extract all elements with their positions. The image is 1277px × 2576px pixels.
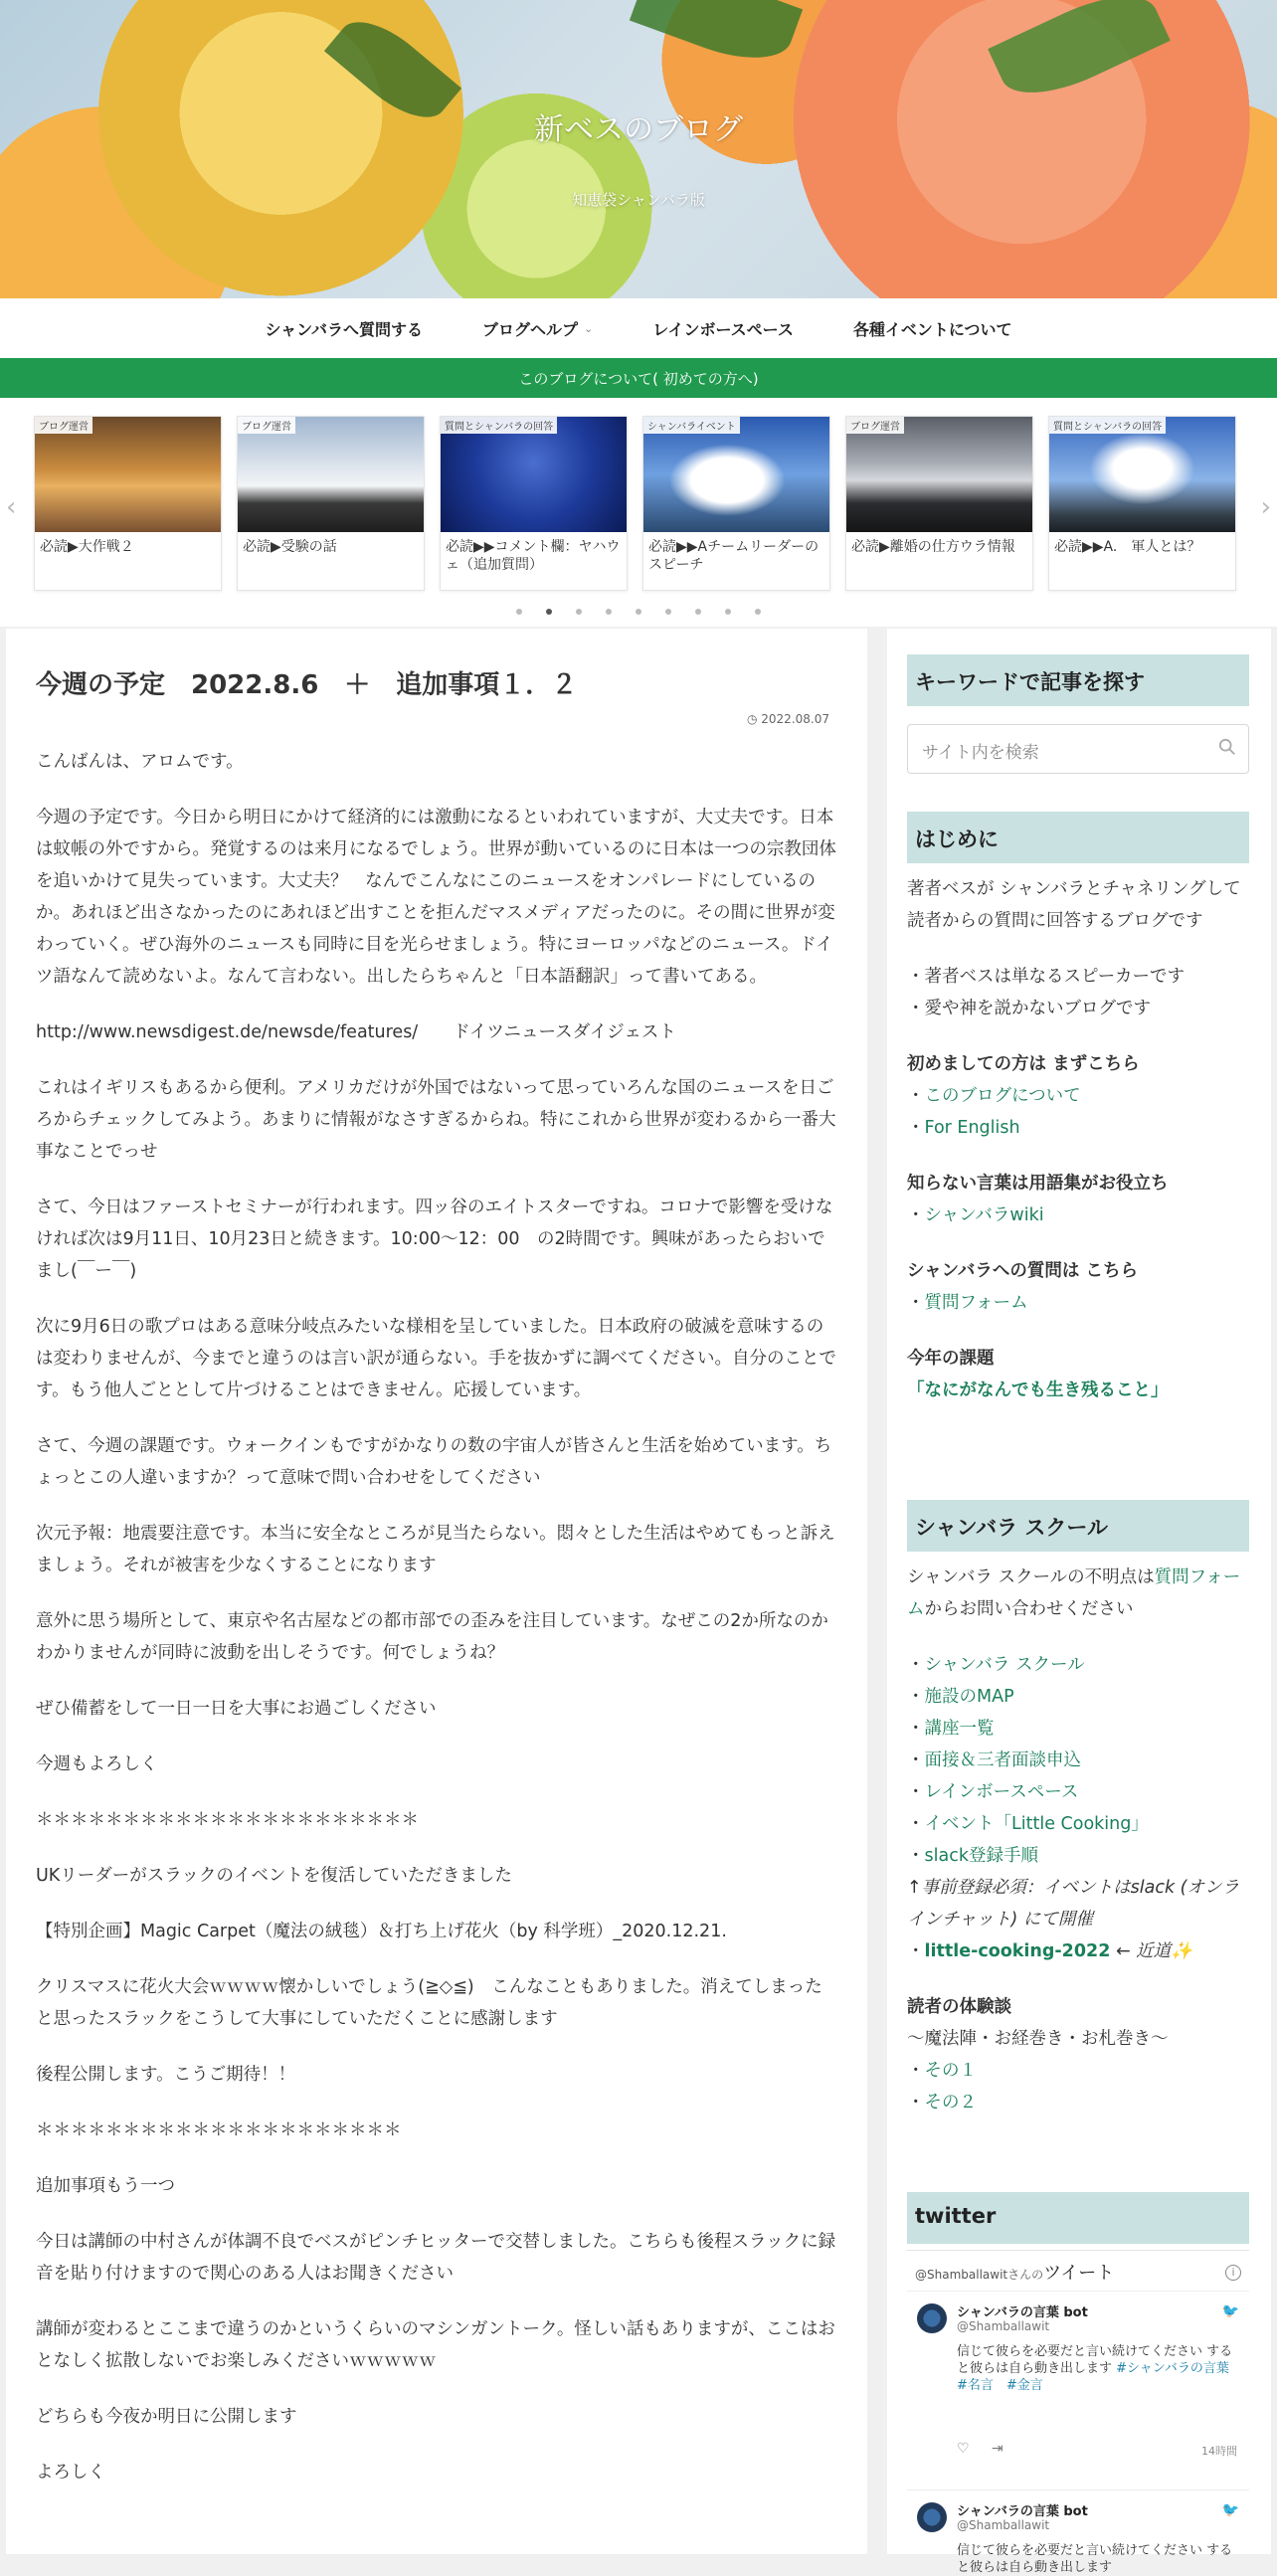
school-link-item: ・面接＆三者面談申込 xyxy=(907,1750,1081,1770)
chevron-left-icon[interactable]: ‹ xyxy=(6,492,17,522)
reader-heading: 読者の体験談 xyxy=(907,1997,1011,2017)
card-title: 必読▶大作戦２ xyxy=(40,539,134,555)
site-title[interactable]: 新ベスのブログ xyxy=(534,112,743,147)
post-paragraph: 講師が変わるとここまで違うのかというくらいのマシンガントーク。怪しい話もありますが、ここはおとなしく拡散しないでお楽しみくださいｗｗｗｗｗ xyxy=(36,2319,835,2371)
article xyxy=(6,629,867,2554)
post-paragraph: クリスマスに花火大会ｗｗｗｗ懐かしいでしょう(≧◇≦) こんなこともありました。消えてしまったと思ったスラックをこうして大事にしていただくことに感謝します xyxy=(36,1977,822,2029)
twitter-label: ツイート xyxy=(1043,2263,1115,2284)
school-link[interactable]: シャンバラ スクール xyxy=(924,1655,1085,1675)
card-title: 必読▶受験の話 xyxy=(243,539,337,555)
featured-carousel xyxy=(0,398,1277,627)
nav-item-question[interactable] xyxy=(245,317,443,340)
twitter-user[interactable]: @Shamballawitさんの xyxy=(915,2268,1044,2282)
reader-link-2[interactable]: その２ xyxy=(924,2093,977,2113)
card-category: ブログ運営 xyxy=(35,417,92,434)
post-paragraph: さて、今日はファーストセミナーが行われます。四ッ谷のエイトスターですね。コロナで影響を受けなければ次は9月11日、10月23日と続きます。10:00〜12：00 の2時間です。興味があったらおいでまし(￣ー￣) xyxy=(36,1197,833,1281)
tweet-time[interactable]: 14時間 xyxy=(1201,2445,1237,2458)
glossary-link-item: ・シャンバラwiki xyxy=(907,1205,1044,1225)
carousel-card[interactable] xyxy=(237,416,425,591)
card-category: 質問とシャンバラの回答 xyxy=(441,417,557,434)
search-icon[interactable] xyxy=(1218,738,1236,756)
header-image-leaf xyxy=(630,0,803,75)
post-paragraph: これはイギリスもあるから便利。アメリカだけが外国ではないって思っていろんな国のニュースを日ごろからチェックしてみよう。あまりに情報がなさすぎるからね。特にこれから世界が変わるから一番大事なことでっせ xyxy=(36,1078,836,1162)
carousel-card[interactable] xyxy=(1048,416,1236,591)
wiki-link[interactable]: シャンバラwiki xyxy=(924,1205,1044,1225)
tweet-author[interactable]: シャンバラの言葉 bot xyxy=(957,2504,1088,2519)
nav-item-events[interactable] xyxy=(833,317,1032,340)
post-paragraph: 今週の予定です。今日から明日にかけて経済的には激動になるといわれていますが、大丈夫です。日本は蚊帳の外ですから。発覚するのは来月になるでしょう。世界が動いているのに日本は一つの宗教団体を追いかけて見失っています。大丈夫？ なんでこんなにこのニュースをオンパレードにしているのか。あれほど出さなかったのにあれほど出すことを拒んだマスメディアだったのに。その間に世界が変わっていく。ぜひ海外のニュースも同時に目を光らせましょう。特にヨーロッパなどのニュース。ドイツ語なんて読めないよ。なんて言わない。出したらちゃんと「日本語翻訳」って書いてある。 xyxy=(36,808,836,987)
carousel-dot[interactable] xyxy=(606,609,612,615)
first-time-link-item: ・このブログについて xyxy=(907,1086,1081,1106)
search-input[interactable] xyxy=(907,724,1249,774)
tweet-text: 信じて彼らを必要だと言い続けてください すると彼らは自ら動き出します xyxy=(957,2543,1233,2575)
theme-link[interactable]: 「なにがなんでも生き残ること」 xyxy=(907,1380,1169,1400)
post-title: 今週の予定 2022.8.6 ＋ 追加事項１．２ xyxy=(36,670,578,700)
glossary-heading: 知らない言葉は用語集がお役立ち xyxy=(907,1174,1169,1194)
search-placeholder: サイト内を検索 xyxy=(922,743,1039,763)
carousel-dot[interactable] xyxy=(665,609,671,615)
card-category: 質問とシャンバラの回答 xyxy=(1049,417,1166,434)
widget-title-search: キーワードで記事を探す xyxy=(907,654,1249,706)
carousel-card[interactable] xyxy=(440,416,628,591)
post-date-value: 2022.08.07 xyxy=(761,712,829,726)
school-link-item: ・slack登録手順 xyxy=(907,1846,1038,1866)
first-time-heading: 初めましての方は まずこちら xyxy=(907,1054,1140,1074)
post-paragraph: 今週もよろしく xyxy=(36,1754,158,1774)
twitter-timeline xyxy=(907,2250,1249,2575)
card-thumbnail xyxy=(1049,417,1235,532)
site-header xyxy=(0,0,1277,298)
carousel-pagination xyxy=(0,609,1277,615)
reader-sub: 〜魔法陣・お経巻き・お札巻き〜 xyxy=(907,2029,1169,2049)
post-paragraph: 次に9月6日の歌プロはある意味分岐点みたいな様相を呈していました。日本政府の破滅を意味するのは変わりませんが、今までと違うのは言い訳が通らない。手を抜かずに調べてください。自分のことです。もう他人ごととして片づけることはできません。応援しています。 xyxy=(36,1317,836,1400)
chevron-down-icon: ⌄ xyxy=(584,321,594,335)
clock-icon: ◷ xyxy=(746,712,758,726)
intro-section xyxy=(907,873,1255,1406)
question-heading: シャンバラへの質問は こちら xyxy=(907,1261,1139,1281)
school-text-pre: シャンバラ スクールの不明点は xyxy=(907,1567,1155,1587)
nav-item-label: レインボースペース xyxy=(652,319,794,339)
carousel-card[interactable] xyxy=(845,416,1033,591)
twitter-bird-icon: 🐦 xyxy=(1221,2502,1239,2518)
card-thumbnail xyxy=(35,417,221,532)
school-event-item: ・little-cooking-2022 ← 近道✨ xyxy=(907,1941,1192,1961)
school-link-item: ・イベント「Little Cooking」 xyxy=(907,1814,1149,1834)
avatar[interactable] xyxy=(917,2303,947,2333)
intro-bullet: ・愛や神を説かないブログです xyxy=(907,999,1151,1018)
interview-link[interactable]: 面接＆三者面談申込 xyxy=(924,1750,1081,1770)
tweet-author[interactable]: シャンバラの言葉 bot xyxy=(957,2305,1088,2320)
carousel-dot[interactable] xyxy=(636,609,641,615)
card-thumbnail xyxy=(441,417,627,532)
card-title: 必読▶▶Aチームリーダーのスピーチ xyxy=(648,539,820,574)
carousel-cards xyxy=(34,416,1236,591)
school-link-item: ・講座一覧 xyxy=(907,1719,995,1739)
card-category: ブログ運営 xyxy=(238,417,295,434)
post-paragraph: 追加事項もう一つ xyxy=(36,2176,175,2196)
nav-item-label: 各種イベントについて xyxy=(852,319,1012,339)
nav-item-label: ブログヘルプ xyxy=(482,319,579,339)
tweet-handle[interactable]: @Shamballawit xyxy=(957,2319,1050,2333)
post-paragraph: こんばんは、アロムです。 xyxy=(36,752,244,772)
nav-item-label: シャンバラへ質問する xyxy=(265,319,424,339)
school-section xyxy=(907,1562,1255,2118)
widget-title-twitter: twitter xyxy=(907,2192,1249,2244)
course-list-link[interactable]: 講座一覧 xyxy=(924,1719,995,1739)
english-link[interactable]: For English xyxy=(924,1118,1020,1138)
carousel-dot[interactable] xyxy=(725,609,731,615)
carousel-dot[interactable] xyxy=(695,609,701,615)
avatar[interactable] xyxy=(917,2502,947,2532)
post-paragraph: UKリーダーがスラックのイベントを復活していただきました xyxy=(36,1866,512,1886)
carousel-dot[interactable] xyxy=(546,609,552,615)
question-form-link[interactable]: 質問フォーム xyxy=(924,1293,1028,1313)
card-category: ブログ運営 xyxy=(846,417,904,434)
post-paragraph: 次元予報：地震要注意です。本当に安全なところが見当たらない。悶々とした生活はやめてもっと訴えましょう。それが被害を少なくすることになります xyxy=(36,1524,835,1575)
school-link-item: ・シャンバラ スクール xyxy=(907,1655,1085,1675)
post-paragraph: どちらも今夜か明日に公開します xyxy=(36,2407,297,2427)
card-thumbnail xyxy=(846,417,1032,532)
reader-link-1[interactable]: その１ xyxy=(924,2061,977,2081)
tweet[interactable] xyxy=(907,2291,1249,2489)
reader-link-item: ・その１ xyxy=(907,2061,977,2081)
post-paragraph: 意外に思う場所として、東京や名古屋などの都市部での歪みを注目しています。なぜこの2か所なのかわかりませんが同時に波動を出しそうです。何でしょうね？ xyxy=(36,1611,828,1663)
carousel-dot[interactable] xyxy=(576,609,582,615)
share-icon[interactable]: ⇥ xyxy=(991,2441,1003,2457)
chevron-right-icon[interactable]: › xyxy=(1260,492,1271,522)
site-tagline: 知恵袋シャンバラ版 xyxy=(572,191,705,209)
widget-title-intro: はじめに xyxy=(907,812,1249,863)
carousel-card[interactable] xyxy=(34,416,222,591)
post-body xyxy=(36,746,839,2512)
post-paragraph: ぜひ備蓄をして一日一日を大事にお過ごしください xyxy=(36,1699,437,1719)
intro-bullet: ・著者ベスは単なるスピーカーです xyxy=(907,967,1185,987)
school-link-item: ・施設のMAP xyxy=(907,1687,1014,1707)
school-link-item: ・レインボースペース xyxy=(907,1782,1079,1802)
rainbow-space-link[interactable]: レインボースペース xyxy=(924,1782,1079,1802)
tweet-actions xyxy=(957,2441,1003,2457)
heart-icon[interactable]: ♡ xyxy=(957,2441,970,2457)
post-separator: ＊＊＊＊＊＊＊＊＊＊＊＊＊＊＊＊＊＊＊＊＊＊ xyxy=(36,1810,419,1830)
card-thumbnail xyxy=(643,417,829,532)
tweet[interactable] xyxy=(907,2489,1249,2575)
tweet-body: 信じて彼らを必要だと言い続けてください すると彼らは自ら動き出します xyxy=(957,2344,1233,2376)
tweet-text xyxy=(957,2343,1242,2394)
school-event-suffix: ← 近道✨ xyxy=(1115,1941,1192,1961)
school-text-post: からお問い合わせください xyxy=(924,1599,1134,1619)
first-time-link-item: ・For English xyxy=(907,1118,1020,1138)
carousel-card[interactable] xyxy=(642,416,830,591)
school-note: ↑事前登録必須：イベントはslack (オンラインチャット) にて開催 xyxy=(907,1878,1240,1930)
carousel-dot[interactable] xyxy=(516,609,522,615)
notice-bar[interactable]: このブログについて( 初めての方へ) xyxy=(0,358,1277,398)
card-thumbnail xyxy=(238,417,424,532)
post-link-paragraph[interactable]: http://www.newsdigest.de/newsde/features/ ドイツニュースダイジェスト xyxy=(36,1022,676,1042)
card-title: 必読▶▶コメント欄：ヤハウェ（追加質問） xyxy=(446,539,621,574)
card-title: 必読▶離婚の仕方ウラ情報 xyxy=(851,539,1015,555)
card-title: 必読▶▶A. 軍人とは？ xyxy=(1054,539,1201,555)
tweet-handle[interactable]: @Shamballawit xyxy=(957,2518,1050,2532)
intro-text: 著者ベスが シャンバラとチャネリングして 読者からの質問に回答するブログです xyxy=(907,879,1241,931)
post-paragraph: 後程公開します。こうご期待！！ xyxy=(36,2065,296,2085)
about-blog-link[interactable]: このブログについて xyxy=(924,1086,1081,1106)
post-separator: ＊＊＊＊＊＊＊＊＊＊＊＊＊＊＊＊＊＊＊＊＊ xyxy=(36,2120,402,2140)
post-paragraph: 今日は講師の中村さんが体調不良でベスがピンチヒッターで交替しました。こちらも後程スラックに録音を貼り付けますので関心のある人はお聞きください xyxy=(36,2232,836,2284)
twitter-bird-icon: 🐦 xyxy=(1221,2303,1239,2319)
slack-guide-link[interactable]: slack登録手順 xyxy=(924,1846,1038,1866)
twitter-header xyxy=(915,2259,1114,2285)
carousel-dot[interactable] xyxy=(755,609,761,615)
post-paragraph: さて、今週の課題です。ウォークインもですがかなりの数の宇宙人が皆さんと生活を始めています。ちょっとこの人違いますか？って意味で問い合わせをしてください xyxy=(36,1436,832,1488)
post-paragraph: よろしく xyxy=(36,2463,105,2483)
info-icon[interactable]: i xyxy=(1225,2265,1241,2281)
post-date xyxy=(747,712,829,726)
widget-title-school: シャンバラ スクール xyxy=(907,1500,1249,1552)
facility-map-link[interactable]: 施設のMAP xyxy=(924,1687,1014,1707)
main-nav xyxy=(0,298,1277,358)
theme-heading: 今年の課題 xyxy=(907,1349,995,1369)
school-text xyxy=(907,1562,1255,1625)
school-question-form-link[interactable]: 質問フォーム xyxy=(907,1567,1241,1619)
post-paragraph: 【特別企画】Magic Carpet（魔法の絨毯）＆打ち上げ花火（by 科学班）_2020.12.21. xyxy=(36,1922,727,1941)
header-image-leaf xyxy=(988,0,1171,112)
reader-link-item: ・その２ xyxy=(907,2093,977,2113)
tweet-hashtags[interactable]: #シャンバラの言葉 #名言 #金言 xyxy=(957,2361,1242,2393)
nav-item-rainbow-space[interactable] xyxy=(633,317,814,340)
card-category: シャンバライベント xyxy=(643,417,740,434)
sidebar xyxy=(887,629,1271,2575)
little-cooking-link[interactable]: イベント「Little Cooking」 xyxy=(924,1814,1149,1834)
little-cooking-2022-link[interactable]: little-cooking-2022 xyxy=(924,1941,1111,1961)
question-link-item: ・質問フォーム xyxy=(907,1293,1028,1313)
nav-item-blog-help[interactable] xyxy=(462,317,613,340)
